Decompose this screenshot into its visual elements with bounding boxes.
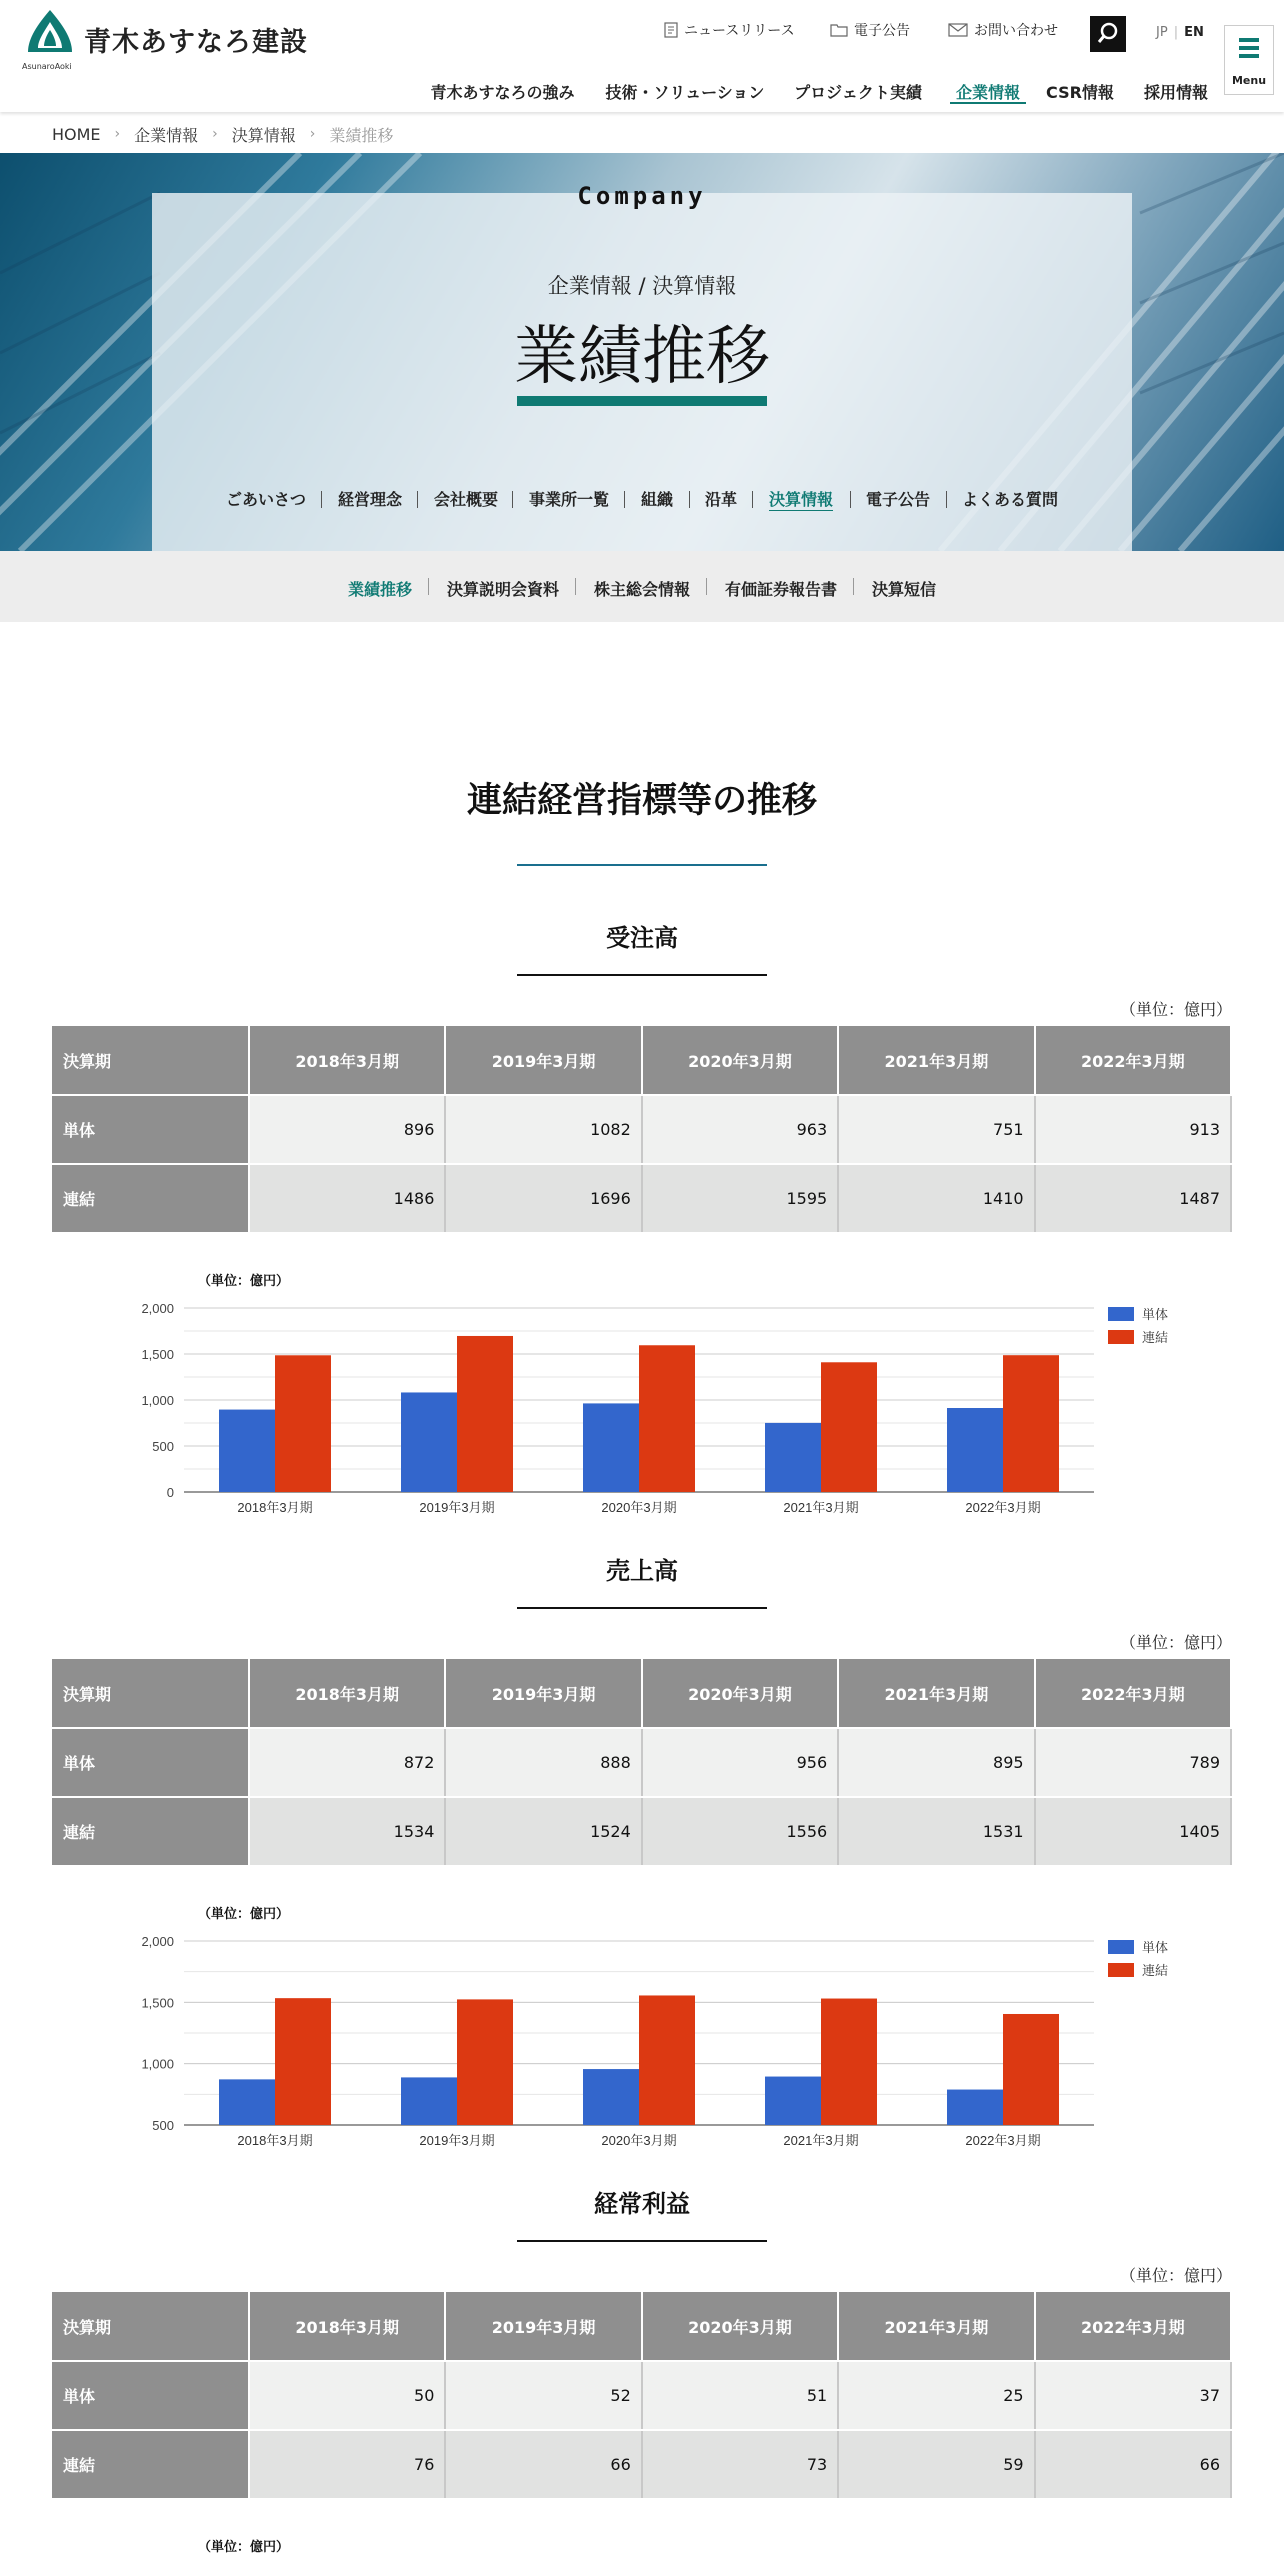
subnav-philosophy[interactable]: 経営理念 xyxy=(338,490,403,509)
contact-link[interactable] xyxy=(948,20,1058,40)
hero-company-label: Company xyxy=(577,182,707,210)
table-cell: 956 xyxy=(642,1728,838,1797)
y-tick-label: 1,000 xyxy=(141,2056,174,2072)
logo-sub: AsunaroAoki xyxy=(22,62,72,71)
sales-bar-chart xyxy=(100,1923,1200,2163)
table-row xyxy=(52,2430,1231,2499)
table-cell: 59 xyxy=(838,2430,1034,2499)
gnav-company[interactable]: 企業情報 xyxy=(950,80,1026,104)
lang-jp[interactable]: JP xyxy=(1156,25,1168,40)
table-cell: 789 xyxy=(1035,1728,1231,1797)
col-header: 2018年3月期 xyxy=(249,2292,445,2361)
divider xyxy=(417,491,418,508)
subnav-organization[interactable]: 組織 xyxy=(641,490,674,509)
bar-single xyxy=(947,2090,1003,2125)
bar-single xyxy=(219,2079,275,2125)
row-label: 単体 xyxy=(52,1095,249,1164)
mail-icon xyxy=(948,23,968,37)
table-cell: 896 xyxy=(249,1095,445,1164)
table-cell: 1534 xyxy=(249,1797,445,1866)
legend-label: 単体 xyxy=(1142,1940,1169,1955)
divider xyxy=(752,491,753,508)
row-label: 連結 xyxy=(52,1797,249,1866)
col-header: 2018年3月期 xyxy=(249,1026,445,1095)
divider xyxy=(946,491,947,508)
legend-swatch xyxy=(1108,1330,1134,1344)
hero-subtitle: 企業情報 / 決算情報 xyxy=(547,274,737,298)
chevron-right-icon: › xyxy=(212,126,218,142)
y-tick-label: 2,000 xyxy=(141,1934,174,1949)
y-tick-label: 1,500 xyxy=(141,1347,174,1362)
table-cell: 66 xyxy=(1035,2430,1231,2499)
bar-consolidated xyxy=(1003,1355,1059,1492)
breadcrumb-current: 業績推移 xyxy=(329,125,394,145)
bar-single xyxy=(947,1408,1003,1492)
col-header: 2021年3月期 xyxy=(838,1026,1034,1095)
lnav-briefing[interactable]: 決算説明会資料 xyxy=(447,580,560,599)
subnav-history[interactable]: 沿革 xyxy=(705,490,738,509)
legend-swatch xyxy=(1108,1963,1134,1977)
subnav-offices[interactable]: 事業所一覧 xyxy=(529,490,610,509)
bar-consolidated xyxy=(639,1995,695,2125)
col-header: 2019年3月期 xyxy=(445,1026,641,1095)
table-header-row xyxy=(52,1026,1231,1095)
lnav-tanshin[interactable]: 決算短信 xyxy=(872,580,937,599)
subnav-notice[interactable]: 電子公告 xyxy=(866,490,931,509)
table-cell: 1410 xyxy=(838,1164,1034,1233)
gnav-technology[interactable]: 技術・ソリューション xyxy=(605,83,765,102)
bar-consolidated xyxy=(457,1336,513,1492)
divider xyxy=(689,491,690,508)
section-title-orders: 受注高 xyxy=(606,924,678,952)
bar-consolidated xyxy=(821,1999,877,2125)
table-header-row xyxy=(52,2292,1231,2361)
table-cell: 76 xyxy=(249,2430,445,2499)
subnav-greeting[interactable]: ごあいさつ xyxy=(226,490,307,509)
page-hero-title: 業績推移 xyxy=(514,320,770,394)
table-row xyxy=(52,1728,1231,1797)
document-icon xyxy=(664,22,678,38)
lnav-securities-report[interactable]: 有価証券報告書 xyxy=(725,580,838,599)
col-header: 決算期 xyxy=(52,1659,249,1728)
table-cell: 73 xyxy=(642,2430,838,2499)
x-tick-label: 2022年3月期 xyxy=(965,2133,1041,2148)
chart-unit-label: （単位：億円） xyxy=(198,2540,290,2555)
bar-single xyxy=(765,1423,821,1492)
x-tick-label: 2021年3月期 xyxy=(783,2133,859,2148)
table-cell: 1696 xyxy=(445,1164,641,1233)
divider xyxy=(428,578,429,595)
col-header: 2020年3月期 xyxy=(642,1026,838,1095)
chart-unit-label: （単位：億円） xyxy=(198,1907,290,1922)
subnav-financial[interactable]: 決算情報 xyxy=(769,487,833,511)
breadcrumb-financial[interactable]: 決算情報 xyxy=(231,125,296,145)
gnav-projects[interactable]: プロジェクト実績 xyxy=(794,83,922,102)
col-header: 2018年3月期 xyxy=(249,1659,445,1728)
col-header: 2019年3月期 xyxy=(445,2292,641,2361)
table-cell: 1405 xyxy=(1035,1797,1231,1866)
table-cell: 1082 xyxy=(445,1095,641,1164)
table-cell: 895 xyxy=(838,1728,1034,1797)
divider xyxy=(706,578,707,595)
x-tick-label: 2021年3月期 xyxy=(783,1500,859,1515)
x-tick-label: 2018年3月期 xyxy=(237,1500,313,1515)
legend-label: 連結 xyxy=(1142,1330,1169,1345)
col-header: 2021年3月期 xyxy=(838,2292,1034,2361)
col-header: 2022年3月期 xyxy=(1035,2292,1231,2361)
bar-single xyxy=(583,1403,639,1492)
bar-single xyxy=(401,1392,457,1492)
bar-consolidated xyxy=(275,1998,331,2125)
logo-name: 青木あすなろ建設 xyxy=(84,27,308,58)
table-cell: 50 xyxy=(249,2361,445,2430)
menu-button[interactable] xyxy=(1224,25,1274,95)
title-rule xyxy=(517,864,767,866)
unit-label: （単位：億円） xyxy=(1119,1633,1232,1652)
legend-swatch xyxy=(1108,1307,1134,1321)
table-row xyxy=(52,1164,1231,1233)
table-cell: 1487 xyxy=(1035,1164,1231,1233)
news-release-label: ニュースリリース xyxy=(684,23,795,39)
table-header-row xyxy=(52,1659,1231,1728)
table-cell: 66 xyxy=(445,2430,641,2499)
table-cell: 913 xyxy=(1035,1095,1231,1164)
y-tick-label: 0 xyxy=(166,1485,174,1500)
divider xyxy=(850,491,851,508)
bar-single xyxy=(219,1410,275,1492)
section-title-sales: 売上高 xyxy=(606,1557,678,1585)
divider xyxy=(512,491,513,508)
asunaro-leaf-logo-icon xyxy=(22,8,78,60)
x-tick-label: 2019年3月期 xyxy=(419,2133,495,2148)
divider xyxy=(853,578,854,595)
language-switch: JP | EN xyxy=(1156,25,1204,40)
lang-en[interactable]: EN xyxy=(1184,25,1204,40)
breadcrumb xyxy=(52,123,393,145)
table-cell: 872 xyxy=(249,1728,445,1797)
bar-consolidated xyxy=(821,1362,877,1492)
orders-table xyxy=(52,1026,1232,1234)
legend-label: 単体 xyxy=(1142,1307,1169,1322)
col-header: 決算期 xyxy=(52,2292,249,2361)
table-cell: 963 xyxy=(642,1095,838,1164)
search-button[interactable] xyxy=(1090,16,1126,52)
table-cell: 1595 xyxy=(642,1164,838,1233)
lnav-shareholders[interactable]: 株主総会情報 xyxy=(594,580,691,599)
site-logo[interactable] xyxy=(22,8,308,71)
col-header: 決算期 xyxy=(52,1026,249,1095)
x-tick-label: 2020年3月期 xyxy=(601,2133,677,2148)
gnav-recruit[interactable]: 採用情報 xyxy=(1143,83,1208,102)
y-tick-label: 1,500 xyxy=(141,1995,174,2011)
legend-label: 連結 xyxy=(1142,1963,1169,1978)
table-cell: 1556 xyxy=(642,1797,838,1866)
contact-label: お問い合わせ xyxy=(974,23,1058,39)
table-cell: 1531 xyxy=(838,1797,1034,1866)
x-tick-label: 2020年3月期 xyxy=(601,1500,677,1515)
y-tick-label: 500 xyxy=(152,1439,174,1454)
page-title: 連結経営指標等の推移 xyxy=(466,781,817,821)
bar-single xyxy=(583,2069,639,2125)
chevron-right-icon: › xyxy=(114,126,121,142)
table-cell: 25 xyxy=(838,2361,1034,2430)
col-header: 2021年3月期 xyxy=(838,1659,1034,1728)
row-label: 単体 xyxy=(52,2361,249,2430)
y-tick-label: 1,000 xyxy=(141,1393,174,1408)
y-tick-label: 500 xyxy=(152,2118,174,2133)
row-label: 単体 xyxy=(52,1728,249,1797)
table-row xyxy=(52,2361,1231,2430)
x-tick-label: 2022年3月期 xyxy=(965,1500,1041,1515)
x-tick-label: 2019年3月期 xyxy=(419,1500,495,1515)
section-rule xyxy=(517,974,767,976)
bar-consolidated xyxy=(457,1999,513,2125)
sales-table xyxy=(52,1659,1232,1867)
bar-consolidated xyxy=(1003,2014,1059,2125)
site-header xyxy=(0,0,1284,112)
table-cell: 1524 xyxy=(445,1797,641,1866)
breadcrumb-home[interactable]: HOME xyxy=(52,124,101,144)
section-title-ordinary-profit: 経常利益 xyxy=(594,2190,690,2218)
section-rule xyxy=(517,1607,767,1609)
notice-link[interactable] xyxy=(830,20,910,40)
divider xyxy=(321,491,322,508)
chart-unit-label: （単位：億円） xyxy=(198,1274,290,1289)
col-header: 2022年3月期 xyxy=(1035,1026,1231,1095)
ordinary-profit-table xyxy=(52,2292,1232,2500)
news-release-link[interactable] xyxy=(664,20,795,40)
table-cell: 1486 xyxy=(249,1164,445,1233)
section-rule xyxy=(517,2240,767,2242)
table-cell: 51 xyxy=(642,2361,838,2430)
table-cell: 52 xyxy=(445,2361,641,2430)
table-cell: 37 xyxy=(1035,2361,1231,2430)
breadcrumb-company[interactable]: 企業情報 xyxy=(134,125,199,145)
bar-consolidated xyxy=(275,1355,331,1492)
orders-bar-chart xyxy=(100,1290,1200,1530)
gnav-csr[interactable]: CSR情報 xyxy=(1046,83,1114,102)
bar-consolidated xyxy=(639,1345,695,1492)
row-label: 連結 xyxy=(52,2430,249,2499)
x-tick-label: 2018年3月期 xyxy=(237,2133,313,2148)
folder-icon xyxy=(830,23,848,37)
col-header: 2022年3月期 xyxy=(1035,1659,1231,1728)
subnav-overview[interactable]: 会社概要 xyxy=(434,490,499,509)
divider xyxy=(624,491,625,508)
search-icon xyxy=(1090,16,1126,52)
bar-single xyxy=(401,2077,457,2125)
menu-label: Menu xyxy=(1231,74,1267,87)
divider xyxy=(575,578,576,595)
legend-swatch xyxy=(1108,1940,1134,1954)
gnav-strengths[interactable]: 青木あすなろの強み xyxy=(430,83,575,102)
bar-single xyxy=(765,2077,821,2125)
col-header: 2020年3月期 xyxy=(642,2292,838,2361)
col-header: 2019年3月期 xyxy=(445,1659,641,1728)
subnav-faq[interactable]: よくある質問 xyxy=(962,490,1059,509)
table-row xyxy=(52,1797,1231,1866)
lnav-performance[interactable]: 業績推移 xyxy=(348,580,413,599)
notice-label: 電子公告 xyxy=(854,23,910,39)
unit-label: （単位：億円） xyxy=(1119,1000,1232,1019)
table-cell: 751 xyxy=(838,1095,1034,1164)
row-label: 連結 xyxy=(52,1164,249,1233)
unit-label: （単位：億円） xyxy=(1119,2266,1232,2285)
hero-title-underline xyxy=(517,396,767,406)
table-cell: 888 xyxy=(445,1728,641,1797)
chevron-right-icon: › xyxy=(309,126,316,142)
col-header: 2020年3月期 xyxy=(642,1659,838,1728)
y-tick-label: 2,000 xyxy=(141,1301,174,1316)
table-row xyxy=(52,1095,1231,1164)
hamburger-icon xyxy=(1225,26,1273,66)
